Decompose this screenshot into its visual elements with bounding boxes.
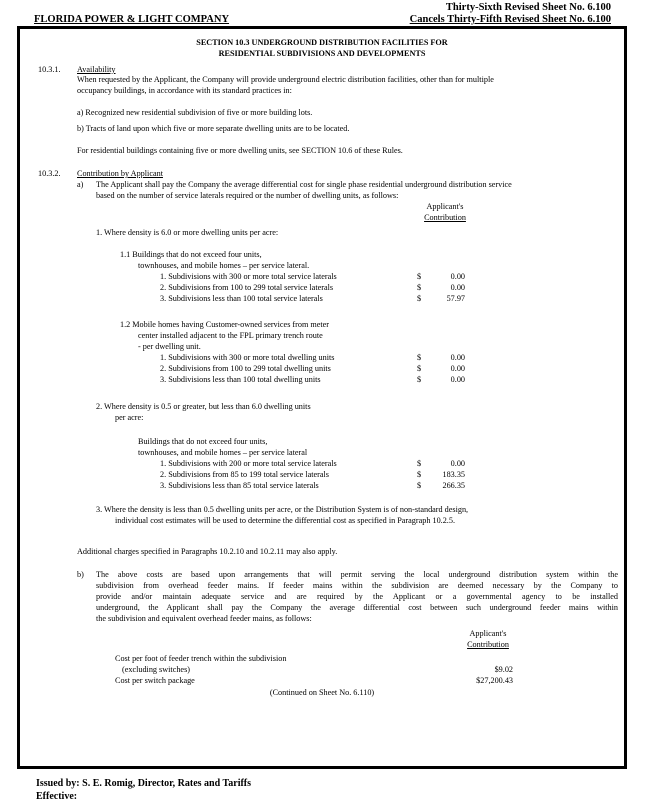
currency-symbol: $ (417, 272, 422, 281)
contribution-value: 0.00 (450, 283, 465, 292)
effective-date: Effective: (36, 791, 78, 802)
col-header-applicants: Applicant's (426, 202, 464, 211)
item-2-desc-l2: townhouses, and mobile homes – per service lateral (138, 448, 308, 457)
currency-symbol: $ (417, 364, 422, 373)
density-item-3-l2: individual cost estimates will be used to determine the differential cost as specified in Paragraph 10.2.5. (115, 516, 455, 525)
issued-by: Issued by: S. E. Romig, Director, Rates and Tariffs (36, 778, 252, 789)
contribution-value: 0.00 (450, 459, 465, 468)
item-b-text-l1: The above costs are based upon arrangements that will permit serving the local underground distribution system within the (96, 570, 618, 579)
cancels-sheet: Cancels Thirty-Fifth Revised Sheet No. 6.100 (409, 14, 611, 25)
page-frame (17, 26, 627, 769)
item-a-text-l2: based on the number of service laterals required or the number of dwelling units, as follows: (96, 191, 399, 200)
trench-cost-label-l2: (excluding switches) (122, 665, 190, 674)
contribution-heading: Contribution by Applicant (77, 169, 163, 178)
subitem-1-2-l1: 1.2 Mobile homes having Customer-owned services from meter (120, 320, 330, 329)
switch-cost-value: $27,200.43 (476, 676, 513, 685)
col-header-contribution: Contribution (424, 213, 466, 222)
item-b-text-l5: the subdivision and equivalent overhead feeder mains, as follows: (96, 614, 312, 623)
section-title-line1: SECTION 10.3 UNDERGROUND DISTRIBUTION FACILITIES FOR (196, 38, 448, 47)
contribution-value: 0.00 (450, 353, 465, 362)
item-b-text-l2: subdivision from overhead feeder mains. If feeder mains within the subdivision are deemed necessary by the Company to (96, 581, 618, 590)
b-col-header-applicants: Applicant's (469, 629, 507, 638)
row-label: 1. Subdivisions with 200 or more total service laterals (160, 459, 337, 468)
item-a-label: a) (77, 180, 84, 189)
availability-heading: Availability (77, 65, 116, 74)
density-item-3-l1: 3. Where the density is less than 0.5 dwelling units per acre, or the Distribution System is of non-standard design, (96, 505, 469, 514)
subitem-1-2-l2: center installed adjacent to the FPL primary trench route (138, 331, 323, 340)
continued-note: (Continued on Sheet No. 6.110) (269, 688, 375, 697)
contribution-value: 0.00 (450, 364, 465, 373)
availability-item-b: b) Tracts of land upon which five or more separate dwelling units are to be located. (77, 124, 350, 133)
row-label: 3. Subdivisions less than 85 total service laterals (160, 481, 319, 490)
item-b-label: b) (77, 570, 84, 579)
subitem-1-1-l2: townhouses, and mobile homes – per service lateral. (138, 261, 310, 270)
item-a-text-l1: The Applicant shall pay the Company the average differential cost for single phase residential underground distribution service (96, 180, 512, 189)
row-label: 3. Subdivisions less than 100 total dwelling units (160, 375, 321, 384)
row-label: 2. Subdivisions from 85 to 199 total service laterals (160, 470, 329, 479)
additional-charges: Additional charges specified in Paragraphs 10.2.10 and 10.2.11 may also apply. (77, 547, 338, 556)
density-item-1: 1. Where density is 6.0 or more dwelling units per acre: (96, 228, 279, 237)
currency-symbol: $ (417, 459, 422, 468)
item-b-text-l3: provide and/or maintain adequate service and are required by the Applicant or a governmental agency to be installed (96, 592, 618, 601)
multiunit-note: For residential buildings containing five or more dwelling units, see SECTION 10.6 of these Rules. (77, 146, 403, 155)
section-title-line2: RESIDENTIAL SUBDIVISIONS AND DEVELOPMENTS (218, 49, 426, 58)
contribution-value: 266.35 (442, 481, 465, 490)
availability-text-l2: occupancy buildings, in accordance with its standard practices in: (77, 86, 292, 95)
availability-text-l1: When requested by the Applicant, the Company will provide underground electric distribution facilities, other than for multiple (77, 75, 494, 84)
section-number-1031: 10.3.1. (38, 65, 61, 74)
currency-symbol: $ (417, 353, 422, 362)
currency-symbol: $ (417, 375, 422, 384)
contribution-value: 183.35 (442, 470, 465, 479)
contribution-value: 0.00 (450, 272, 465, 281)
subitem-1-1-l1: 1.1 Buildings that do not exceed four units, (120, 250, 262, 259)
contribution-value: 57.97 (446, 294, 465, 303)
density-item-2-l2: per acre: (115, 413, 144, 422)
currency-symbol: $ (417, 481, 422, 490)
trench-cost-value: $9.02 (494, 665, 513, 674)
availability-item-a: a) Recognized new residential subdivision of five or more building lots. (77, 108, 313, 117)
sheet-number: Thirty-Sixth Revised Sheet No. 6.100 (445, 2, 611, 13)
b-col-header-contribution: Contribution (467, 640, 509, 649)
row-label: 2. Subdivisions from 100 to 299 total dwelling units (160, 364, 331, 373)
item-2-desc-l1: Buildings that do not exceed four units, (138, 437, 268, 446)
row-label: 1. Subdivisions with 300 or more total dwelling units (160, 353, 335, 362)
currency-symbol: $ (417, 283, 422, 292)
row-label: 1. Subdivisions with 300 or more total service laterals (160, 272, 337, 281)
density-item-2-l1: 2. Where density is 0.5 or greater, but less than 6.0 dwelling units (96, 402, 311, 411)
currency-symbol: $ (417, 470, 422, 479)
switch-cost-label: Cost per switch package (115, 676, 195, 685)
trench-cost-label-l1: Cost per foot of feeder trench within the subdivision (115, 654, 287, 663)
subitem-1-2-l3: - per dwelling unit. (138, 342, 201, 351)
section-number-1032: 10.3.2. (38, 169, 61, 178)
row-label: 3. Subdivisions less than 100 total service laterals (160, 294, 323, 303)
item-b-text-l4: underground, the Applicant shall pay the Company the average differential cost between such underground feeder mains within (96, 603, 618, 612)
row-label: 2. Subdivisions from 100 to 299 total service laterals (160, 283, 334, 292)
company-name: FLORIDA POWER & LIGHT COMPANY (34, 14, 230, 25)
currency-symbol: $ (417, 294, 422, 303)
contribution-value: 0.00 (450, 375, 465, 384)
